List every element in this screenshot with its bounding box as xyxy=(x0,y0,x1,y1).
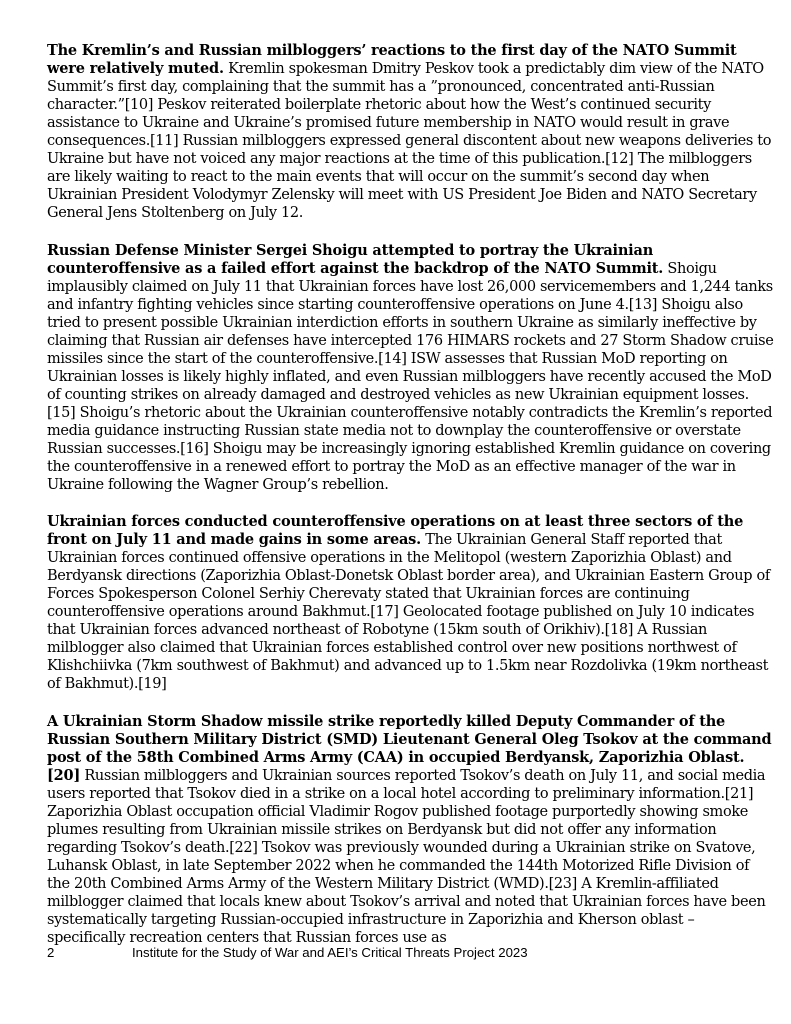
paragraph-body: Shoigu implausibly claimed on July 11 that Ukrainian forces have lost 26,000 servicemembers and 1,244 tanks and infantry fighting vehicles since starting counteroffensive operations on June 4.[13] Shoigu also tried to present possible Ukrainian interdiction efforts in southern Ukraine as similarly ineffective by claiming that Russian air defenses have intercepted 176 HIMARS rockets and 27 Storm Shadow cruise missiles since the start of the counteroffensive.[14] ISW assesses that Russian MoD reporting on Ukrainian losses is likely highly inflated, and even Russian milbloggers have recently accused the MoD of counting strikes on already damaged and destroyed vehicles as new Ukrainian equipment losses.[15] Shoigu’s rhetoric about the Ukrainian counteroffensive notably contradicts the Kremlin’s reported media guidance instructing Russian state media not to downplay the counteroffensive or overstate Russian successes.[16] Shoigu may be increasingly ignoring established Kremlin guidance on covering the counteroffensive in a renewed effort to portray the MoD as an effective manager of the war in Ukraine following the Wagner Group’s rebellion. xyxy=(47,260,774,493)
paragraph-lead: A Ukrainian Storm Shadow missile strike reportedly killed Deputy Commander of the Russian Southern Military District (SMD) Lieutenant General Oleg Tsokov at the command post of the 58th Combined Arms Army (CAA) in occupied Berdyansk, Zaporizhia Oblast.[20] xyxy=(47,712,772,784)
paragraph-lead: The Kremlin’s and Russian milbloggers’ reactions to the first day of the NATO Summit were relatively muted. xyxy=(47,42,737,77)
document-body xyxy=(47,42,774,966)
paragraph-lead: Russian Defense Minister Sergei Shoigu attempted to portray the Ukrainian counteroffensive as a failed effort against the backdrop of the NATO Summit. xyxy=(47,241,664,277)
paragraph-shoigu-counteroffensive xyxy=(47,242,774,494)
paragraph-body: Kremlin spokesman Dmitry Peskov took a predictably dim view of the NATO Summit’s first day, complaining that the summit has a ”pronounced, concentrated anti-Russian character.”[10] Peskov reiterated boilerplate rhetoric about how the West’s continued security assistance to Ukraine and Ukraine’s promised future membership in NATO would result in grave consequences.[11] Russian milbloggers expressed general discontent about new weapons deliveries to Ukraine but have not voiced any major reactions at the time of this publication.[12] The milbloggers are likely waiting to react to the main events that will occur on the summit’s second day when Ukrainian President Volodymyr Zelensky will meet with US President Joe Biden and NATO Secretary General Jens Stoltenberg on July 12. xyxy=(47,61,772,221)
page-number: 2 xyxy=(47,945,55,960)
paragraph-lead: Ukrainian forces conducted counteroffensive operations on at least three sectors of the front on July 11 and made gains in some areas. xyxy=(47,513,744,548)
paragraph-storm-shadow-strike xyxy=(47,713,774,947)
footer-text: Institute for the Study of War and AEI’s Critical Threats Project 2023 xyxy=(132,945,528,960)
paragraph-nato-summit-reactions xyxy=(47,42,774,222)
paragraph-ukrainian-operations xyxy=(47,513,774,693)
paragraph-body: The Ukrainian General Staff reported that Ukrainian forces continued offensive operations in the Melitopol (western Zaporizhia Oblast) and Berdyansk directions (Zaporizhia Oblast-Donetsk Oblast border area), and Ukrainian Eastern Group of Forces Spokesperson Colonel Serhiy Cherevaty stated that Ukrainian forces are continuing counteroffensive operations around Bakhmut.[17] Geolocated footage published on July 10 indicates that Ukrainian forces advanced northeast of Robotyne (15km south of Orikhiv).[18] A Russian milblogger also claimed that Ukrainian forces established control over new positions northwest of Klishchiivka (7km southwest of Bakhmut) and advanced up to 1.5km near Rozdolivka (19km northeast of Bakhmut).[19] xyxy=(47,532,770,692)
paragraph-body: Russian milbloggers and Ukrainian sources reported Tsokov’s death on July 11, and social media users reported that Tsokov died in a strike on a local hotel according to preliminary information.[21] Zaporizhia Oblast occupation official Vladimir Rogov published footage purportedly showing smoke plumes resulting from Ukrainian missile strikes on Berdyansk but did not offer any information regarding Tsokov’s death.[22] Tsokov was previously wounded during a Ukrainian strike on Svatove, Luhansk Oblast, in late September 2022 when he commanded the 144th Motorized Rifle Division of the 20th Combined Arms Army of the Western Military District (WMD).[23] A Kremlin-affiliated milblogger claimed that locals knew about Tsokov’s arrival and noted that Ukrainian forces have been systematically targeting Russian-occupied infrastructure in Zaporizhia and Kherson oblast – specifically recreation centers that Russian forces use as xyxy=(47,767,766,946)
